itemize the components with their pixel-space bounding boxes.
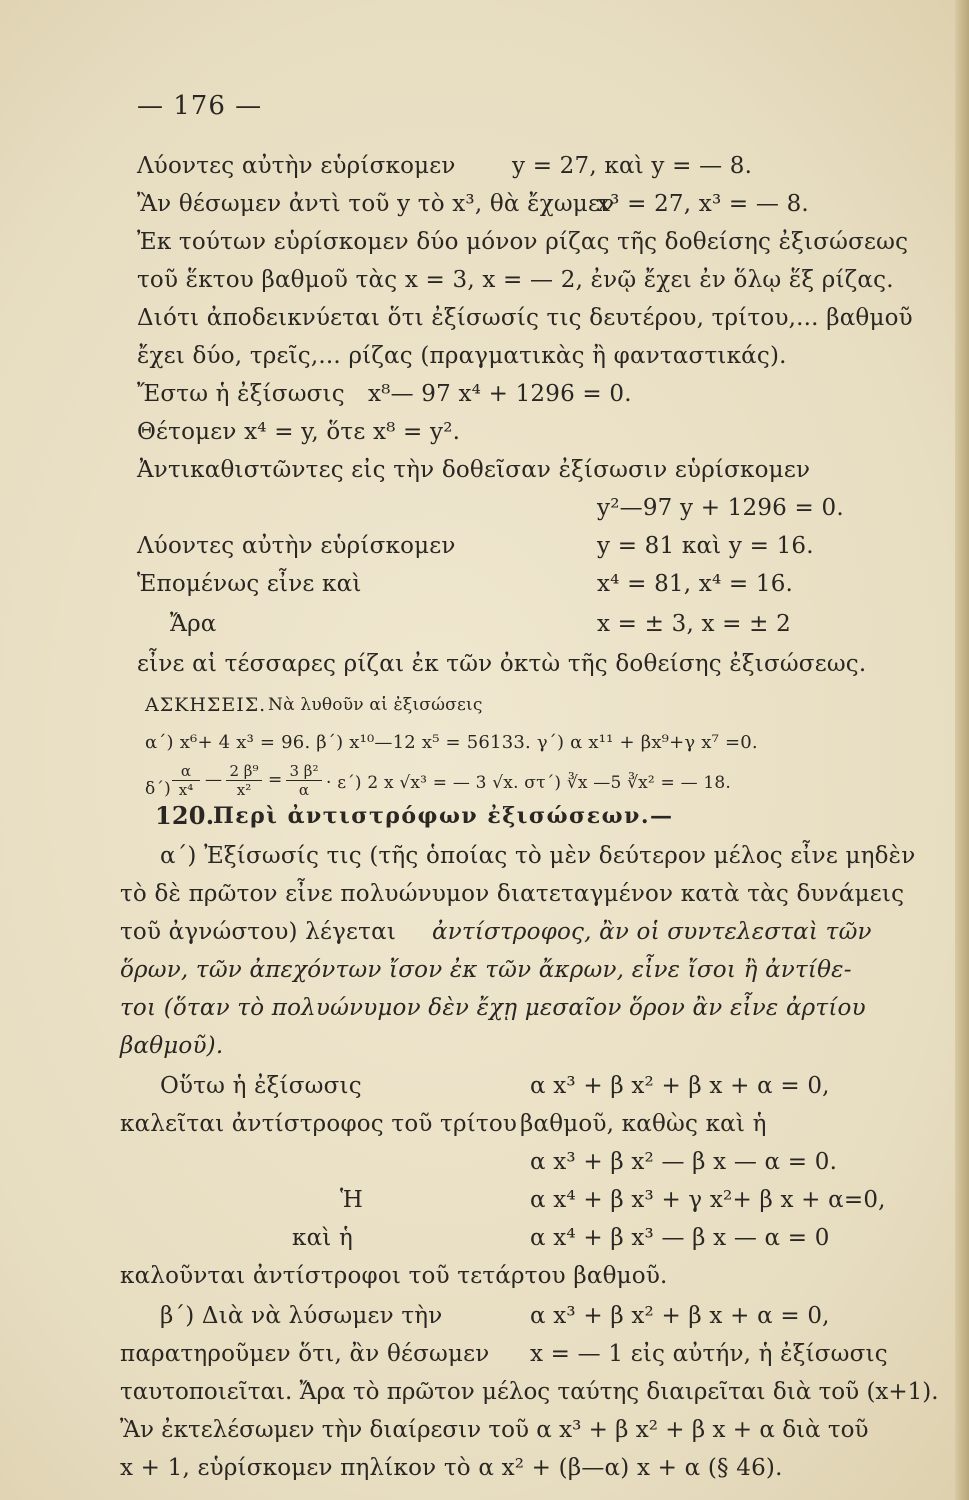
text-line: Ἔστω ἡ ἐξίσωσις bbox=[137, 381, 345, 407]
equation: α x³ + β x² + β x + α = 0, bbox=[530, 1303, 830, 1329]
equation: x⁸— 97 x⁴ + 1296 = 0. bbox=[368, 381, 632, 407]
text-line: Ἂν θέσωμεν ἀντὶ τοῦ y τὸ x³, θὰ ἔχωμεν bbox=[137, 191, 615, 217]
text-line: Θέτομεν x⁴ = y, ὅτε x⁸ = y². bbox=[137, 419, 461, 445]
text-line: Λύοντες αὐτὴν εὑρίσκομεν bbox=[137, 533, 456, 559]
text-line: ἔχει δύο, τρεῖς,... ρίζας (πραγματικὰς ἢ φανταστικάς). bbox=[137, 343, 787, 369]
exercises-heading: ΑΣΚΗΣΕΙΣ. bbox=[145, 694, 267, 716]
section-number: 120. bbox=[155, 801, 215, 830]
italic-text: ἀντίστροφος, ἂν οἱ συντελεσταὶ τῶν bbox=[432, 919, 872, 945]
text-line: Λύοντες αὐτὴν εὑρίσκομεν bbox=[137, 153, 456, 179]
text-line: Ἄρα bbox=[170, 611, 217, 637]
text-line: x = — 1 εἰς αὐτήν, ἡ ἐξίσωσις bbox=[530, 1341, 888, 1367]
fraction-denominator: x⁴ bbox=[178, 781, 194, 799]
text-line: β΄) Διὰ νὰ λύσωμεν τὴν bbox=[160, 1303, 443, 1329]
text-line: βαθμοῦ, καθὼς καὶ ἡ bbox=[520, 1111, 767, 1137]
text-line: Ἂν ἐκτελέσωμεν τὴν διαίρεσιν τοῦ α x³ + β x² + β x + α διὰ τοῦ bbox=[120, 1417, 869, 1443]
italic-text: βαθμοῦ). bbox=[120, 1033, 224, 1059]
minus-sign: — bbox=[205, 770, 223, 790]
text-line: καλεῖται ἀντίστροφος τοῦ τρίτου bbox=[120, 1111, 518, 1137]
equation: α x³ + β x² + β x + α = 0, bbox=[530, 1073, 830, 1099]
text-line: τοῦ ἀγνώστου) λέγεται bbox=[120, 919, 397, 945]
fraction bbox=[172, 762, 200, 799]
italic-text: τοι (ὅταν τὸ πολυώνυμον δὲν ἔχῃ μεσαῖον ὅρον ἂν εἶνε ἀρτίου bbox=[120, 995, 866, 1021]
page-number: — 176 — bbox=[137, 91, 263, 121]
exercise-row: · ε΄) 2 x √x³ = — 3 √x. στ΄) ∛x —5 ∛x² = — 18. bbox=[326, 773, 732, 793]
fraction-denominator: x² bbox=[236, 781, 252, 799]
text-line: Ἐκ τούτων εὑρίσκομεν δύο μόνον ρίζας τῆς δοθείσης ἐξισώσεως bbox=[137, 229, 909, 255]
equation: x⁴ = 81, x⁴ = 16. bbox=[597, 571, 794, 597]
text-line: α΄) Ἐξίσωσίς τις (τῆς ὁποίας τὸ μὲν δεύτερον μέλος εἶνε μηδὲν bbox=[160, 843, 916, 869]
text-line: τὸ δὲ πρῶτον εἶνε πολυώνυμον διατεταγμένον κατὰ τὰς δυνάμεις bbox=[120, 881, 905, 907]
equation: y²—97 y + 1296 = 0. bbox=[597, 495, 844, 521]
text-line: ταυτοποιεῖται. Ἄρα τὸ πρῶτον μέλος ταύτης διαιρεῖται διὰ τοῦ (x+1). bbox=[120, 1379, 939, 1405]
page-edge bbox=[955, 0, 969, 1500]
text-line: x + 1, εὑρίσκομεν πηλίκον τὸ α x² + (β—α) x + α (§ 46). bbox=[120, 1455, 783, 1481]
equation: x³ = 27, x³ = — 8. bbox=[597, 191, 809, 217]
fraction bbox=[286, 762, 322, 799]
equation: x = ± 3, x = ± 2 bbox=[597, 611, 791, 637]
fraction-numerator: 2 β⁹ bbox=[226, 762, 262, 781]
exercise-label: δ΄) bbox=[145, 779, 171, 799]
section-title: Περὶ ἀντιστρόφων ἐξισώσεων.— bbox=[213, 803, 674, 829]
equation: α x³ + β x² — β x — α = 0. bbox=[530, 1149, 838, 1175]
fraction-numerator: α bbox=[172, 762, 200, 781]
fraction bbox=[226, 762, 262, 799]
fraction-denominator: α bbox=[298, 781, 310, 799]
text-line: καὶ ἡ bbox=[292, 1225, 354, 1251]
text-line: Διότι ἀποδεικνύεται ὅτι ἐξίσωσίς τις δευτέρου, τρίτου,... βαθμοῦ bbox=[137, 305, 913, 331]
text-line: Ἡ bbox=[340, 1187, 364, 1213]
text-line: Οὕτω ἡ ἐξίσωσις bbox=[160, 1073, 362, 1099]
equation: y = 27, καὶ y = — 8. bbox=[512, 153, 753, 179]
text-line: εἶνε αἱ τέσσαρες ρίζαι ἐκ τῶν ὀκτὼ τῆς δοθείσης ἐξισώσεως. bbox=[137, 651, 867, 677]
text-line: Ἀντικαθιστῶντες εἰς τὴν δοθεῖσαν ἐξίσωσιν εὑρίσκομεν bbox=[137, 457, 811, 483]
text-line: καλοῦνται ἀντίστροφοι τοῦ τετάρτου βαθμοῦ. bbox=[120, 1263, 668, 1289]
equation: y = 81 καὶ y = 16. bbox=[597, 533, 814, 559]
equals-sign: = bbox=[268, 770, 283, 790]
text-line: τοῦ ἕκτου βαθμοῦ τὰς x = 3, x = — 2, ἐνῷ ἔχει ἐν ὅλῳ ἕξ ρίζας. bbox=[137, 267, 894, 293]
equation: α x⁴ + β x³ + γ x²+ β x + α=0, bbox=[530, 1187, 886, 1213]
exercises-intro: Νὰ λυθοῦν αἱ ἐξισώσεις bbox=[268, 695, 483, 715]
equation: α x⁴ + β x³ — β x — α = 0 bbox=[530, 1225, 830, 1251]
fraction-numerator: 3 β² bbox=[286, 762, 322, 781]
text-line: Ἑπομένως εἶνε καὶ bbox=[137, 571, 362, 597]
exercise-row: α΄) x⁶+ 4 x³ = 96. β΄) x¹⁰—12 x⁵ = 56133. γ΄) α x¹¹ + βx⁹+γ x⁷ =0. bbox=[145, 732, 758, 753]
text-line: παρατηροῦμεν ὅτι, ἂν θέσωμεν bbox=[120, 1341, 490, 1367]
italic-text: ὅρων, τῶν ἀπεχόντων ἴσον ἐκ τῶν ἄκρων, εἶνε ἴσοι ἢ ἀντίθε- bbox=[120, 957, 852, 983]
